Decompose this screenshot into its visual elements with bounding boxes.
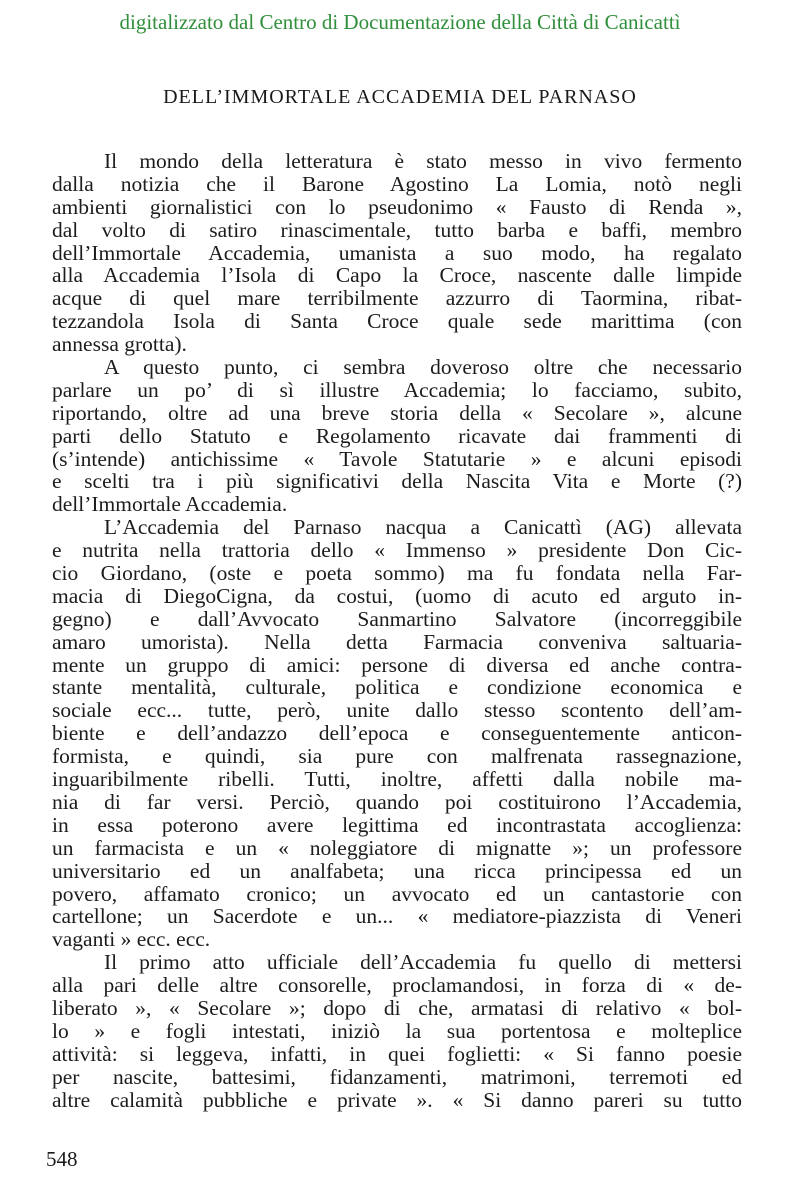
text-line: per nascite, battesimi, fidanzamenti, matrimoni, terremoti ed (52, 1064, 742, 1089)
text-line: dell’Immortale Accademia, umanista a suo modo, ha regalato (52, 240, 742, 265)
text-line: parlare un po’ di sì illustre Accademia; lo facciamo, subito, (52, 377, 742, 402)
text-line: alla Accademia l’Isola di Capo la Croce, nascente dalle limpide (52, 263, 742, 288)
text-line: tezzandola Isola di Santa Croce quale sede marittima (con (52, 309, 742, 334)
text-line: lo » e fogli intestati, iniziò la sua portentosa e molteplice (52, 1018, 742, 1043)
text-line: nia di far versi. Perciò, quando poi costituirono l’Accademia, (52, 789, 742, 814)
text-line: macia di DiegoCigna, da costui, (uomo di acuto ed arguto in- (52, 583, 742, 608)
text-line: A questo punto, ci sembra doveroso oltre che necessario (104, 355, 742, 380)
text-line: liberato », « Secolare »; dopo di che, armatasi di relativo « bol- (52, 995, 742, 1020)
text-line: L’Accademia del Parnaso nacqua a Canicattì (AG) allevata (104, 515, 742, 540)
text-line: parti dello Statuto e Regolamento ricavate dai frammenti di (52, 423, 742, 448)
text-line: (s’intende) antichissime « Tavole Statutarie » e alcuni episodi (52, 446, 742, 471)
text-line: attività: si leggeva, infatti, in quei foglietti: « Si fanno poesie (52, 1041, 742, 1066)
text-line: in essa poterono avere legittima ed incontrastata accoglienza: (52, 812, 742, 837)
text-line: cio Giordano, (oste e poeta sommo) ma fu fondata nella Far- (52, 561, 742, 586)
text-line: Il mondo della letteratura è stato messo in vivo fermento (104, 149, 742, 173)
text-line: annessa grotta). (52, 332, 187, 357)
text-line: sociale ecc... tutte, però, unite dallo stesso scontento dell’am- (52, 698, 742, 723)
text-line: amaro umorista). Nella detta Farmacia conveniva saltuaria- (52, 629, 742, 654)
text-line: ambienti giornalistici con lo pseudonimo « Fausto di Renda », (52, 194, 742, 219)
text-line: inguaribilmente ribelli. Tutti, inoltre, affetti dalla nobile ma- (52, 767, 742, 792)
text-line: alla pari delle altre consorelle, proclamandosi, in forza di « de- (52, 973, 742, 998)
text-line: vaganti » ecc. ecc. (52, 927, 211, 952)
text-line: dal volto di satiro rinascimentale, tutto barba e baffi, membro (52, 217, 742, 242)
text-line: dell’Immortale Accademia. (52, 492, 288, 517)
text-line: mente un gruppo di amici: persone di diversa ed anche contra- (52, 652, 742, 677)
text-line: gegno) e dall’Avvocato Sanmartino Salvatore (incorreggibile (52, 606, 742, 631)
text-line: e scelti tra i più significativi della Nascita Vita e Morte (?) (52, 469, 742, 494)
text-line: cartellone; un Sacerdote e un... « mediatore-piazzista di Veneri (52, 904, 742, 929)
text-line: stante mentalità, culturale, politica e condizione economica e (52, 675, 742, 700)
text-line: Il primo atto ufficiale dell’Accademia fu quello di mettersi (104, 950, 742, 975)
text-line: acque di quel mare terribilmente azzurro di Taormina, ribat- (52, 286, 742, 311)
text-line: un farmacista e un « noleggiatore di mignatte »; un professore (52, 835, 742, 860)
digitization-watermark: digitalizzato dal Centro di Documentazione della Città di Canicattì (119, 10, 681, 34)
text-line: altre calamità pubbliche e private ». « Si danno pareri su tutto (52, 1087, 742, 1112)
text-line: universitario ed un analfabeta; una ricca principessa ed un (52, 858, 742, 883)
text-line: riportando, oltre ad una breve storia della « Secolare », alcune (52, 400, 742, 425)
body-text (52, 150, 742, 1111)
text-line: biente e dell’andazzo dell’epoca e conseguentemente anticon- (52, 721, 742, 746)
text-line: formista, e quindi, sia pure con malfrenata rassegnazione, (52, 744, 742, 769)
text-line: e nutrita nella trattoria dello « Immenso » presidente Don Cic- (52, 538, 742, 563)
text-line: povero, affamato cronico; un avvocato ed un cantastorie con (52, 881, 742, 906)
page-number: 548 (46, 1147, 78, 1171)
text-line: dalla notizia che il Barone Agostino La Lomia, notò negli (52, 171, 742, 196)
chapter-title: DELL’IMMORTALE ACCADEMIA DEL PARNASO (163, 86, 637, 108)
